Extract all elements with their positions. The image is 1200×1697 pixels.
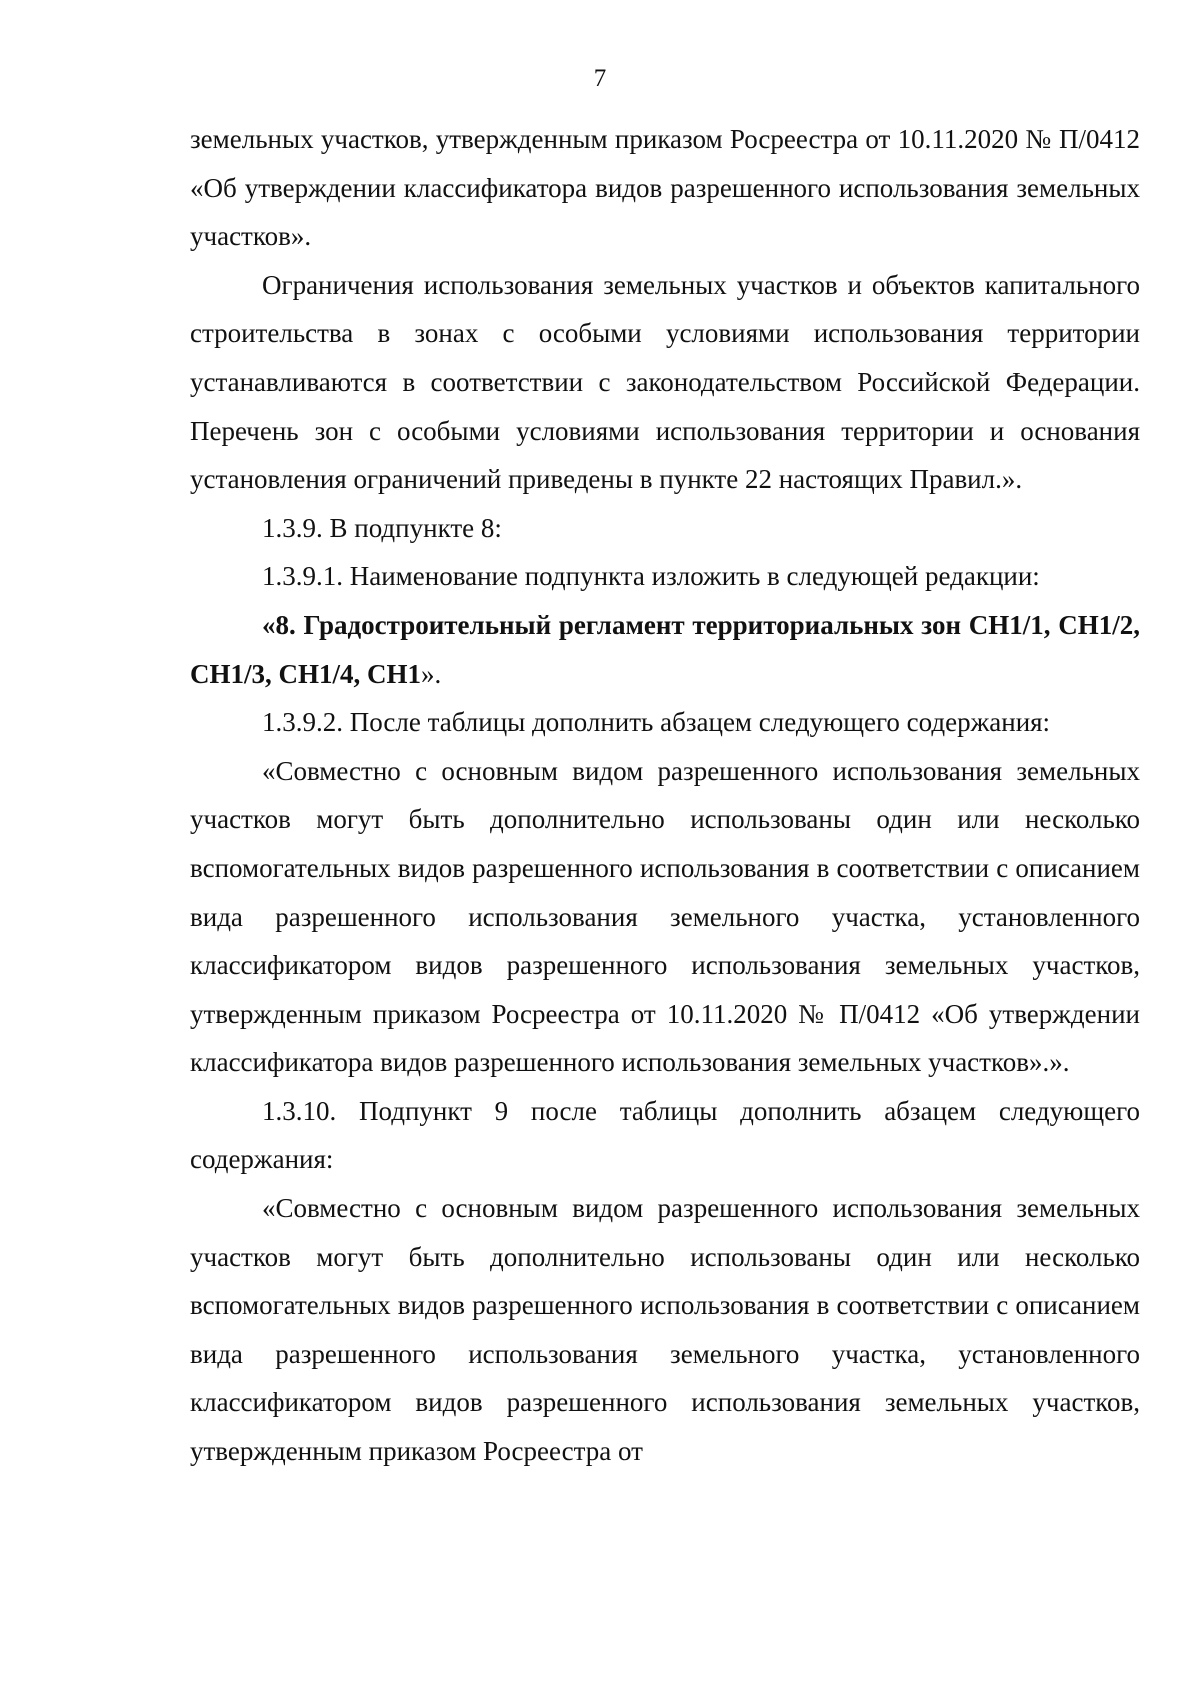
paragraph-item-1-3-9-2: 1.3.9.2. После таблицы дополнить абзацем следующего содержания: <box>262 707 1051 738</box>
paragraph-quote-2: «Совместно с основным видом разрешенного использования земельных участков могут быть дополнительно использованы один или несколько вспомогательных видов разрешенного использования в соответствии с описанием вида разрешенного использования земельного участка, установленного классификатором видов разрешенного использования земельных участков, утвержденным приказом Росреестра от <box>190 1193 1140 1467</box>
page-number: 7 <box>593 65 607 92</box>
paragraph-restrictions: Ограничения использования земельных участков и объектов капитального строительства в зонах с особыми условиями использования территории устанавливаются в соответствии с законодательством Российской Федерации. Перечень зон с особыми условиями использования территории и основания установления ограничений приведены в пункте 22 настоящих Правил.». <box>190 269 1140 495</box>
paragraph-item-1-3-9: 1.3.9. В подпункте 8: <box>262 512 502 543</box>
document-body <box>190 115 1140 1476</box>
paragraph-continuation: земельных участков, утвержденным приказом Росреестра от 10.11.2020 № П/0412 «Об утверждении классификатора видов разрешенного использования земельных участков». <box>190 124 1140 252</box>
new-heading-bold-text: «8. Градостроительный регламент территориальных зон СН1/1, СН1/2, СН1/3, СН1/4, СН1 <box>190 609 1140 689</box>
paragraph-quote-1: «Совместно с основным видом разрешенного использования земельных участков могут быть дополнительно использованы один или несколько вспомогательных видов разрешенного использования в соответствии с описанием вида разрешенного использования земельного участка, установленного классификатором видов разрешенного использования земельных участков, утвержденным приказом Росреестра от 10.11.2020 № П/0412 «Об утверждении классификатора видов разрешенного использования земельных участков».». <box>190 755 1140 1078</box>
paragraph-item-1-3-9-1: 1.3.9.1. Наименование подпункта изложить в следующей редакции: <box>262 561 1040 592</box>
new-heading-tail: ». <box>421 658 442 689</box>
paragraph-item-1-3-10: 1.3.10. Подпункт 9 после таблицы дополнить абзацем следующего содержания: <box>190 1095 1140 1175</box>
paragraph-new-heading <box>190 601 1140 698</box>
